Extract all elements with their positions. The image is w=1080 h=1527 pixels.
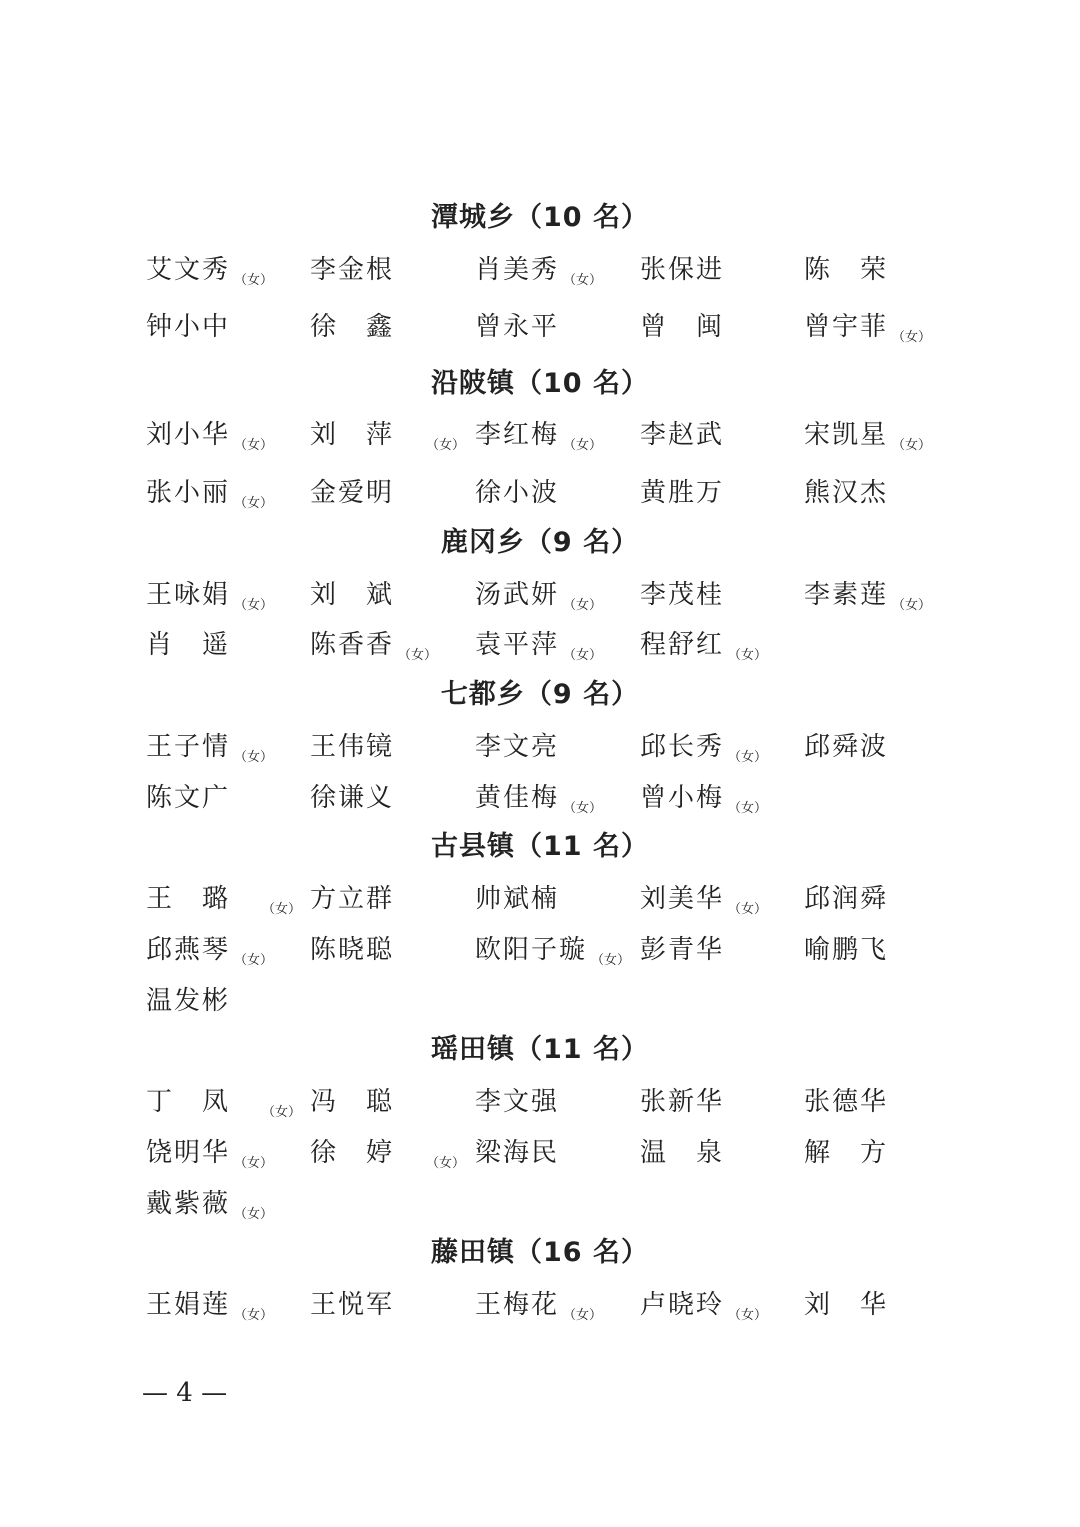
name-row	[0, 981, 1080, 1021]
name-entry	[640, 415, 724, 455]
name-row	[0, 473, 1080, 513]
person-name: 喻鹏飞	[804, 935, 889, 965]
person-name: 王咏娟	[146, 580, 231, 610]
section-title: 七都乡（9 名）	[440, 679, 640, 710]
name-entry	[475, 1285, 602, 1325]
person-name: 黄胜万	[640, 478, 725, 508]
name-entry	[475, 778, 602, 818]
name-row	[0, 778, 1080, 818]
name-entry	[146, 1082, 301, 1122]
page-number: — 4 —	[142, 1378, 228, 1408]
name-entry	[310, 879, 394, 919]
person-name: 饶明华	[146, 1138, 231, 1168]
name-entry	[475, 625, 602, 665]
female-marker: （女）	[563, 438, 603, 453]
female-marker: （女）	[234, 273, 274, 288]
name-entry	[640, 1133, 752, 1173]
female-marker: （女）	[262, 902, 302, 917]
person-name: 邱舜波	[804, 732, 889, 762]
name-entry	[475, 879, 559, 919]
section-title: 沿陂镇（10 名）	[431, 368, 649, 399]
person-name: 戴紫薇	[146, 1189, 231, 1219]
name-row	[0, 307, 1080, 347]
person-name: 刘斌	[310, 580, 423, 610]
person-name: 程舒红	[640, 630, 725, 660]
name-entry	[640, 1082, 724, 1122]
name-row	[0, 1082, 1080, 1122]
person-name: 陈香香	[310, 630, 395, 660]
person-name: 解方	[804, 1138, 917, 1168]
person-name: 陈荣	[804, 255, 917, 285]
female-marker: （女）	[563, 1308, 603, 1323]
person-name: 宋凯星	[804, 420, 889, 450]
name-entry	[640, 625, 767, 665]
person-name: 徐婷	[310, 1138, 423, 1168]
person-name: 王梅花	[475, 1290, 560, 1320]
person-name: 徐小波	[475, 478, 560, 508]
person-name: 梁海民	[475, 1138, 560, 1168]
person-name: 曾闽	[640, 312, 753, 342]
person-name: 徐鑫	[310, 312, 423, 342]
female-marker: （女）	[892, 330, 932, 345]
person-name: 陈晓聪	[310, 935, 395, 965]
name-entry	[146, 415, 273, 455]
name-row	[0, 250, 1080, 290]
person-name: 李文亮	[475, 732, 560, 762]
person-name: 张德华	[804, 1087, 889, 1117]
name-row	[0, 575, 1080, 615]
female-marker: （女）	[262, 1105, 302, 1120]
name-row	[0, 1285, 1080, 1325]
name-entry	[640, 1285, 767, 1325]
female-marker: （女）	[426, 1156, 466, 1171]
name-entry	[146, 727, 273, 767]
female-marker: （女）	[234, 1308, 274, 1323]
person-name: 汤武妍	[475, 580, 560, 610]
person-name: 刘华	[804, 1290, 917, 1320]
name-entry	[475, 930, 630, 970]
person-name: 彭青华	[640, 935, 725, 965]
name-row	[0, 727, 1080, 767]
person-name: 帅斌楠	[475, 884, 560, 914]
name-entry	[146, 575, 273, 615]
name-entry	[310, 307, 422, 347]
female-marker: （女）	[728, 750, 768, 765]
section-title: 鹿冈乡（9 名）	[440, 527, 640, 558]
person-name: 冯聪	[310, 1087, 423, 1117]
section-title: 藤田镇（16 名）	[431, 1237, 649, 1268]
name-entry	[475, 250, 602, 290]
name-entry	[804, 1082, 888, 1122]
person-name: 李红梅	[475, 420, 560, 450]
person-name: 王娟莲	[146, 1290, 231, 1320]
name-row	[0, 415, 1080, 455]
female-marker: （女）	[728, 902, 768, 917]
name-entry	[146, 879, 301, 919]
name-entry	[640, 879, 767, 919]
female-marker: （女）	[426, 438, 466, 453]
name-entry	[310, 930, 394, 970]
name-entry	[804, 1285, 916, 1325]
female-marker: （女）	[563, 273, 603, 288]
name-entry	[804, 575, 931, 615]
name-entry	[475, 1133, 559, 1173]
name-entry	[146, 625, 258, 665]
female-marker: （女）	[563, 648, 603, 663]
person-name: 李文强	[475, 1087, 560, 1117]
name-entry	[310, 778, 394, 818]
female-marker: （女）	[234, 1207, 274, 1222]
person-name: 袁平萍	[475, 630, 560, 660]
person-name: 曾小梅	[640, 783, 725, 813]
name-row	[0, 1184, 1080, 1224]
female-marker: （女）	[728, 648, 768, 663]
name-entry	[146, 981, 230, 1021]
name-entry	[310, 575, 422, 615]
name-row	[0, 879, 1080, 919]
person-name: 黄佳梅	[475, 783, 560, 813]
person-name: 熊汉杰	[804, 478, 889, 508]
person-name: 王伟镜	[310, 732, 395, 762]
name-entry	[475, 727, 559, 767]
female-marker: （女）	[591, 953, 631, 968]
name-entry	[475, 473, 559, 513]
name-entry	[640, 307, 752, 347]
person-name: 肖美秀	[475, 255, 560, 285]
female-marker: （女）	[234, 496, 274, 511]
person-name: 温发彬	[146, 986, 231, 1016]
name-entry	[475, 415, 602, 455]
person-name: 李素莲	[804, 580, 889, 610]
name-entry	[640, 778, 767, 818]
person-name: 陈文广	[146, 783, 231, 813]
name-entry	[146, 250, 273, 290]
person-name: 刘美华	[640, 884, 725, 914]
person-name: 王璐	[146, 884, 259, 914]
person-name: 丁凤	[146, 1087, 259, 1117]
name-entry	[640, 250, 724, 290]
person-name: 欧阳子璇	[475, 935, 588, 965]
name-row	[0, 625, 1080, 665]
name-entry	[146, 1184, 273, 1224]
person-name: 曾永平	[475, 312, 560, 342]
person-name: 方立群	[310, 884, 395, 914]
name-entry	[146, 930, 273, 970]
person-name: 张新华	[640, 1087, 725, 1117]
name-entry	[146, 778, 230, 818]
person-name: 艾文秀	[146, 255, 231, 285]
female-marker: （女）	[728, 801, 768, 816]
person-name: 李赵武	[640, 420, 725, 450]
name-entry	[146, 1133, 273, 1173]
name-entry	[804, 1133, 916, 1173]
person-name: 王子情	[146, 732, 231, 762]
female-marker: （女）	[892, 598, 932, 613]
section-title: 瑶田镇（11 名）	[431, 1034, 649, 1065]
person-name: 邱润舜	[804, 884, 889, 914]
name-entry	[804, 473, 888, 513]
name-entry	[804, 415, 931, 455]
female-marker: （女）	[234, 1156, 274, 1171]
name-entry	[475, 575, 602, 615]
name-entry	[475, 307, 559, 347]
female-marker: （女）	[234, 953, 274, 968]
name-entry	[310, 473, 394, 513]
female-marker: （女）	[728, 1308, 768, 1323]
name-entry	[310, 415, 465, 455]
female-marker: （女）	[398, 648, 438, 663]
name-entry	[640, 575, 724, 615]
name-entry	[804, 250, 916, 290]
female-marker: （女）	[234, 598, 274, 613]
person-name: 邱燕琴	[146, 935, 231, 965]
person-name: 卢晓玲	[640, 1290, 725, 1320]
female-marker: （女）	[563, 598, 603, 613]
name-entry	[310, 625, 437, 665]
name-entry	[310, 1133, 465, 1173]
name-entry	[640, 930, 724, 970]
female-marker: （女）	[892, 438, 932, 453]
person-name: 钟小中	[146, 312, 231, 342]
name-entry	[310, 250, 394, 290]
name-entry	[310, 1285, 394, 1325]
name-entry	[475, 1082, 559, 1122]
person-name: 张小丽	[146, 478, 231, 508]
section-title: 古县镇（11 名）	[431, 831, 649, 862]
female-marker: （女）	[234, 750, 274, 765]
name-entry	[640, 727, 767, 767]
person-name: 李金根	[310, 255, 395, 285]
female-marker: （女）	[234, 438, 274, 453]
name-entry	[804, 930, 888, 970]
name-entry	[804, 879, 888, 919]
female-marker: （女）	[563, 801, 603, 816]
name-entry	[804, 307, 931, 347]
name-entry	[146, 307, 230, 347]
person-name: 刘小华	[146, 420, 231, 450]
name-entry	[640, 473, 724, 513]
person-name: 刘萍	[310, 420, 423, 450]
name-row	[0, 930, 1080, 970]
person-name: 李茂桂	[640, 580, 725, 610]
name-entry	[310, 727, 394, 767]
person-name: 张保进	[640, 255, 725, 285]
person-name: 邱长秀	[640, 732, 725, 762]
person-name: 金爱明	[310, 478, 395, 508]
name-row	[0, 1133, 1080, 1173]
name-entry	[146, 473, 273, 513]
person-name: 徐谦义	[310, 783, 395, 813]
person-name: 肖遥	[146, 630, 259, 660]
section-title: 潭城乡（10 名）	[431, 202, 649, 233]
name-entry	[310, 1082, 422, 1122]
person-name: 温泉	[640, 1138, 753, 1168]
name-entry	[146, 1285, 273, 1325]
person-name: 曾宇菲	[804, 312, 889, 342]
person-name: 王悦军	[310, 1290, 395, 1320]
name-entry	[804, 727, 888, 767]
